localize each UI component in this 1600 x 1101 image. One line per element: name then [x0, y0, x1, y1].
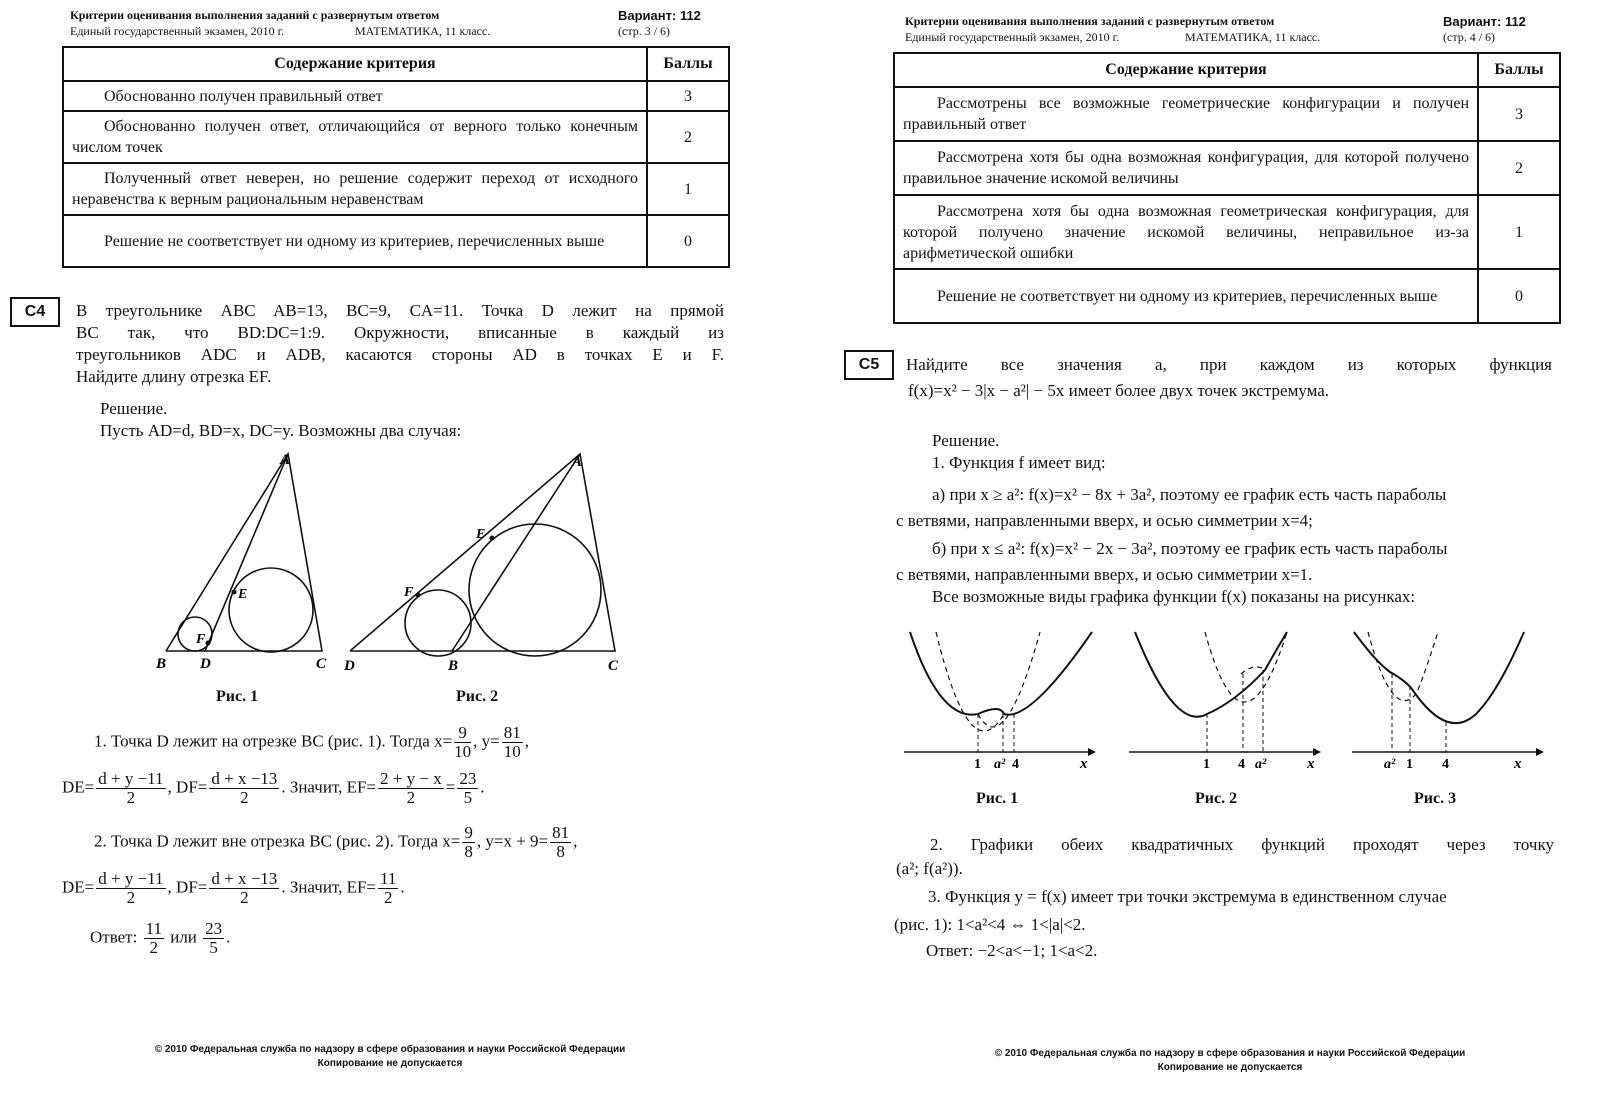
c4-case1-text: 1. Точка D лежит на отрезке BC (рис. 1). Тогда x= — [94, 731, 453, 751]
header-subject: МАТЕМАТИКА, 11 класс. — [355, 24, 491, 38]
frac-df2: $\frac{d + x -13}{2}$ — [211, 869, 278, 907]
criteria-score: 1 — [1478, 195, 1560, 269]
label-d: D — [200, 656, 211, 672]
graph-f-solid — [910, 632, 1092, 715]
incircle-adc — [229, 568, 313, 652]
criteria-row — [63, 215, 729, 267]
c4-solution-label: Решение. — [100, 399, 168, 418]
graph-f-solid — [1354, 632, 1524, 723]
frac-ef1: $\frac{2 + y - x}{2}$ — [380, 769, 442, 807]
x-axis-arrow — [1536, 748, 1544, 756]
frac-de1: $\frac{d + y -11}{2}$ — [98, 769, 164, 807]
header-exam: Единый государственный экзамен, 2010 г. — [70, 24, 285, 38]
label-e: E — [238, 587, 248, 602]
c4-problem-line1: В треугольнике ABC AB=13, BC=9, CA=11. Точка D лежит на прямой — [76, 301, 724, 320]
c4-problem-line3: треугольников ADC и ADB, касаются стороны AD в точках E и F. — [76, 345, 724, 364]
c4-case1-line1: 1. Точка D лежит на отрезке BC (рис. 1). Тогда x= $\frac{9}{10}$ , y= $\frac{81}{10}$ , — [94, 723, 529, 761]
col-header-score: Баллы — [647, 47, 729, 81]
incircle-adb — [405, 590, 471, 656]
point-e — [232, 590, 237, 595]
criteria-score: 1 — [647, 163, 729, 215]
c5-case-a-line1: а) при x ≥ a²: f(x)=x² − 8x + 3a², поэтому ее график есть часть параболы — [932, 485, 1447, 504]
criteria-row — [894, 195, 1560, 269]
c4-case2-line2: DE= $\frac{d + y -11}{2}$ , DF= $\frac{d + x -13}{2}$ . Значит, EF= $\frac{11}{2}$ . — [62, 869, 405, 907]
criteria-text: Обоснованно получен ответ, отличающийся от верного только конечным числом точек — [63, 111, 647, 163]
label-b: B — [156, 656, 167, 672]
c5-case-b-line2: с ветвями, направленными вверх, и осью симметрии x=1. — [896, 565, 1313, 584]
tick-4: 4 — [1012, 757, 1019, 772]
criteria-text: Решение не соответствует ни одному из критериев, перечисленных выше — [63, 215, 647, 267]
c5-fig3-caption: Рис. 3 — [1414, 790, 1457, 807]
left-page — [0, 0, 780, 1101]
footer-copyright: © 2010 Федеральная служба по надзору в сфере образования и науки Российской Федерации — [154, 1044, 626, 1055]
graph-f-solid — [1135, 632, 1287, 717]
criteria-text: Решение не соответствует ни одному из критериев, перечисленных выше — [894, 269, 1478, 323]
frac-y1: $\frac{81}{10}$ — [503, 723, 521, 761]
frac-df1: $\frac{d + x -13}{2}$ — [211, 769, 278, 807]
graph-parabolas-dashed — [1205, 632, 1287, 702]
graph-parabolas-dashed — [936, 632, 1040, 731]
tick-1: 1 — [1203, 757, 1210, 772]
label-c: C — [608, 658, 619, 674]
c4-figure-1 — [150, 446, 340, 676]
c5-step2-line2: (a²; f(a²)). — [896, 859, 963, 878]
tick-a2: a² — [994, 757, 1006, 772]
x-axis-arrow — [1088, 748, 1096, 756]
incircle-abc — [469, 524, 601, 656]
footer-copyright: © 2010 Федеральная служба по надзору в сфере образования и науки Российской Федерации — [994, 1048, 1466, 1059]
c5-graph-3 — [1348, 622, 1548, 772]
c4-case1-line2: DE= $\frac{d + y -11}{2}$ , DF= $\frac{d + x -13}{2}$ . Значит, EF= $\frac{2 + y - x}{2}$ = $\frac{23}{5}$ . — [62, 769, 485, 807]
criteria-text: Рассмотрена хотя бы одна возможная геометрическая конфигурация, для которой получено значение искомой величины, неправильное из-за арифметической ошибки — [894, 195, 1478, 269]
label-c: C — [316, 656, 327, 672]
criteria-row — [894, 269, 1560, 323]
frac-ef2: $\frac{11}{2}$ — [380, 869, 397, 907]
criteria-text: Полученный ответ неверен, но решение содержит переход от исходного неравенства к верным рациональным неравенствам — [63, 163, 647, 215]
tick-1: 1 — [974, 757, 981, 772]
col-header-content: Содержание критерия — [63, 47, 647, 81]
x-axis-arrow — [1313, 748, 1321, 756]
header-variant: Вариант: 112 — [1443, 14, 1526, 29]
c5-problem-line2: f(x)=x² − 3|x − a²| − 5x имеет более двух точек экстремума. — [908, 381, 1330, 400]
c5-step3-line1: 3. Функция y = f(x) имеет три точки экстремума в единственном случае — [928, 887, 1447, 906]
c4-fig2-caption: Рис. 2 — [456, 688, 499, 705]
task-tag-c4: C4 — [10, 297, 60, 327]
criteria-row — [63, 111, 729, 163]
axis-x-label: x — [1080, 756, 1088, 772]
header-title: Критерии оценивания выполнения заданий с развернутым ответом — [905, 14, 1275, 28]
label-f: F — [404, 585, 414, 600]
axis-x-label: x — [1514, 756, 1522, 772]
label-a: A — [572, 454, 583, 470]
criteria-text: Обоснованно получен правильный ответ — [63, 81, 647, 111]
c4-case2-line1: 2. Точка D лежит вне отрезка BC (рис. 2). Тогда x= $\frac{9}{8}$ , y=x + 9= $\frac{81}{8}$ , — [94, 823, 578, 861]
frac-y2: $\frac{81}{8}$ — [552, 823, 570, 861]
criteria-score: 3 — [647, 81, 729, 111]
label-d: D — [344, 658, 355, 674]
c5-case-b-line1: б) при x ≤ a²: f(x)=x² − 2x − 3a², поэтому ее график есть часть параболы — [932, 539, 1448, 558]
frac-ans2: $\frac{23}{5}$ — [205, 919, 223, 957]
graph-parabolas-dashed — [1368, 632, 1438, 701]
c5-solution-label: Решение. — [932, 431, 1000, 450]
criteria-row — [63, 81, 729, 111]
c5-step3-line2: (рис. 1): 1<a²<4 ⇔ 1<|a|<2. — [894, 915, 1086, 934]
triangle-abc — [166, 454, 322, 651]
tick-4: 4 — [1238, 757, 1245, 772]
c4-figure-2 — [340, 446, 630, 676]
c5-graphs-intro: Все возможные виды графика функции f(x) показаны на рисунках: — [932, 587, 1416, 606]
label-b: B — [448, 658, 459, 674]
criteria-score: 2 — [647, 111, 729, 163]
c5-problem-line1: Найдите все значения a, при каждом из которых функция — [906, 355, 1552, 374]
c5-step1: 1. Функция f имеет вид: — [932, 453, 1106, 472]
criteria-table — [893, 52, 1561, 324]
c4-answer: Ответ: $\frac{11}{2}$ или $\frac{23}{5}$ . — [90, 919, 231, 957]
c5-fig1-caption: Рис. 1 — [976, 790, 1019, 807]
incircle-adb — [178, 617, 212, 651]
c5-case-a-line2: с ветвями, направленными вверх, и осью симметрии x=4; — [896, 511, 1313, 530]
c5-step2-line1: 2. Графики обеих квадратичных функций проходят через точку — [930, 835, 1554, 854]
frac-x2: $\frac{9}{8}$ — [464, 823, 473, 861]
header-page: (стр. 4 / 6) — [1443, 30, 1496, 44]
header-subject: МАТЕМАТИКА, 11 класс. — [1185, 30, 1321, 44]
point-f — [206, 641, 211, 646]
axis-x-label: x — [1307, 756, 1315, 772]
c4-let-text: Пусть AD=d, BD=x, DC=y. Возможны два случая: — [100, 421, 462, 440]
frac-ef1-result: $\frac{23}{5}$ — [459, 769, 477, 807]
criteria-row — [894, 87, 1560, 141]
tick-1: 1 — [1406, 757, 1413, 772]
header-variant: Вариант: 112 — [618, 8, 701, 23]
criteria-score: 2 — [1478, 141, 1560, 195]
c4-problem-line2: BC так, что BD:DC=1:9. Окружности, вписанные в каждый из — [76, 323, 724, 342]
c5-graph-1 — [900, 622, 1100, 772]
footer-no-copy: Копирование не допускается — [317, 1058, 463, 1069]
criteria-text: Рассмотрена хотя бы одна возможная конфигурация, для которой получено правильное значение искомой величины — [894, 141, 1478, 195]
right-page — [800, 0, 1600, 1101]
footer-no-copy: Копирование не допускается — [1157, 1062, 1303, 1073]
label-e: E — [476, 527, 486, 542]
c4-case2-text: 2. Точка D лежит вне отрезка BC (рис. 2). Тогда x= — [94, 831, 461, 851]
tick-a2: a² — [1384, 757, 1396, 772]
tick-a2: a² — [1255, 757, 1267, 772]
c5-fig2-caption: Рис. 2 — [1195, 790, 1238, 807]
criteria-score: 3 — [1478, 87, 1560, 141]
c5-graph-2 — [1125, 622, 1325, 772]
c4-problem-line4: Найдите длину отрезка EF. — [76, 367, 272, 386]
frac-x1: $\frac{9}{10}$ — [454, 723, 472, 761]
tick-4: 4 — [1442, 757, 1449, 772]
header-title: Критерии оценивания выполнения заданий с развернутым ответом — [70, 8, 440, 22]
col-header-content: Содержание критерия — [894, 53, 1478, 87]
criteria-text: Рассмотрены все возможные геометрические конфигурации и получен правильный ответ — [894, 87, 1478, 141]
point-f — [416, 593, 421, 598]
label-f: F — [196, 632, 206, 647]
task-tag-c5: C5 — [844, 350, 894, 380]
label-a: A — [280, 452, 291, 468]
criteria-row — [894, 141, 1560, 195]
criteria-score: 0 — [647, 215, 729, 267]
frac-ans1: $\frac{11}{2}$ — [145, 919, 162, 957]
criteria-table — [62, 46, 730, 268]
header-page: (стр. 3 / 6) — [618, 24, 671, 38]
triangle-adc — [350, 454, 615, 651]
c4-fig1-caption: Рис. 1 — [216, 688, 259, 705]
point-e — [490, 536, 495, 541]
segment-ad — [205, 452, 291, 651]
header-exam: Единый государственный экзамен, 2010 г. — [905, 30, 1120, 44]
c5-answer: Ответ: −2<a<−1; 1<a<2. — [926, 941, 1098, 960]
criteria-score: 0 — [1478, 269, 1560, 323]
col-header-score: Баллы — [1478, 53, 1560, 87]
frac-de2: $\frac{d + y -11}{2}$ — [98, 869, 164, 907]
criteria-row — [63, 163, 729, 215]
